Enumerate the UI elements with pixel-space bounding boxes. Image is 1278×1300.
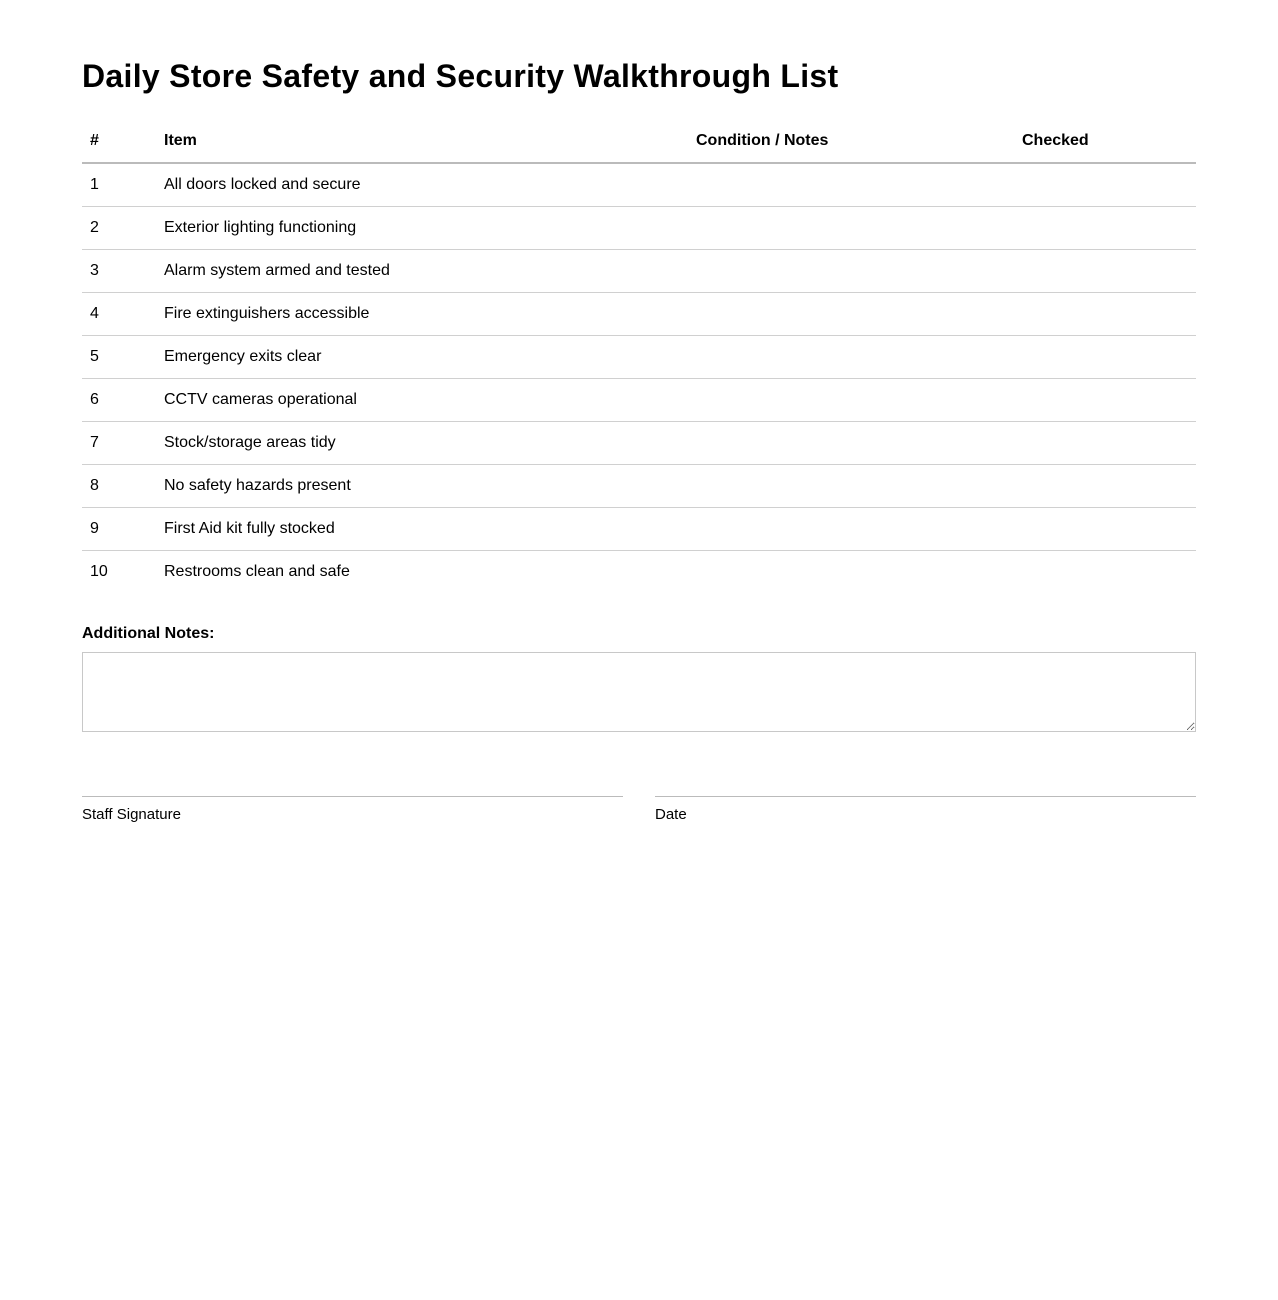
header-item: Item [156,120,688,163]
row-item: Alarm system armed and tested [156,250,688,293]
date-line[interactable] [655,796,1196,823]
header-number: # [82,120,156,163]
table-row [82,250,1196,293]
row-item: Fire extinguishers accessible [156,293,688,336]
row-item: Exterior lighting functioning [156,207,688,250]
row-checked[interactable] [1014,293,1196,336]
table-row [82,293,1196,336]
checklist-table [82,120,1196,593]
row-condition-notes[interactable] [688,508,1014,551]
staff-signature-line[interactable] [82,796,623,823]
row-number: 8 [82,465,156,508]
table-row [82,551,1196,594]
table-row [82,422,1196,465]
row-condition-notes[interactable] [688,379,1014,422]
table-row [82,336,1196,379]
row-checked[interactable] [1014,336,1196,379]
row-condition-notes[interactable] [688,163,1014,207]
row-item: Restrooms clean and safe [164,563,350,580]
table-row [82,465,1196,508]
row-checked[interactable] [1014,551,1196,594]
row-number: 4 [82,293,156,336]
header-checked: Checked [1014,120,1196,163]
row-checked[interactable] [1014,465,1196,508]
row-number: 7 [82,422,156,465]
row-item: Emergency exits clear [156,336,688,379]
row-item: No safety hazards present [156,465,688,508]
row-number: 2 [82,207,156,250]
table-row [82,207,1196,250]
row-checked[interactable] [1014,163,1196,207]
table-row [82,379,1196,422]
row-number: 6 [82,379,156,422]
row-number: 1 [82,163,156,207]
row-condition-notes[interactable] [688,336,1014,379]
date-label: Date [655,806,687,823]
header-condition-notes: Condition / Notes [688,120,1014,163]
row-item: CCTV cameras operational [156,379,688,422]
row-condition-notes[interactable] [688,551,1014,594]
row-number: 3 [82,250,156,293]
staff-signature-label: Staff Signature [82,806,181,823]
additional-notes-textarea[interactable] [82,652,1196,732]
row-item: All doors locked and secure [156,163,688,207]
row-checked[interactable] [1014,508,1196,551]
row-condition-notes[interactable] [688,293,1014,336]
row-checked[interactable] [1014,250,1196,293]
row-item: First Aid kit fully stocked [156,508,688,551]
page-title: Daily Store Safety and Security Walkthrough List [82,58,839,94]
table-row [82,508,1196,551]
row-condition-notes[interactable] [688,207,1014,250]
row-number: 5 [82,336,156,379]
row-number: 10 [90,563,108,580]
table-header-row [82,120,1196,163]
table-row [82,163,1196,207]
row-condition-notes[interactable] [688,422,1014,465]
additional-notes-label: Additional Notes: [82,625,215,642]
row-checked[interactable] [1014,379,1196,422]
row-checked[interactable] [1014,422,1196,465]
row-number: 9 [82,508,156,551]
row-checked[interactable] [1014,207,1196,250]
row-item: Stock/storage areas tidy [156,422,688,465]
row-condition-notes[interactable] [688,465,1014,508]
row-condition-notes[interactable] [688,250,1014,293]
